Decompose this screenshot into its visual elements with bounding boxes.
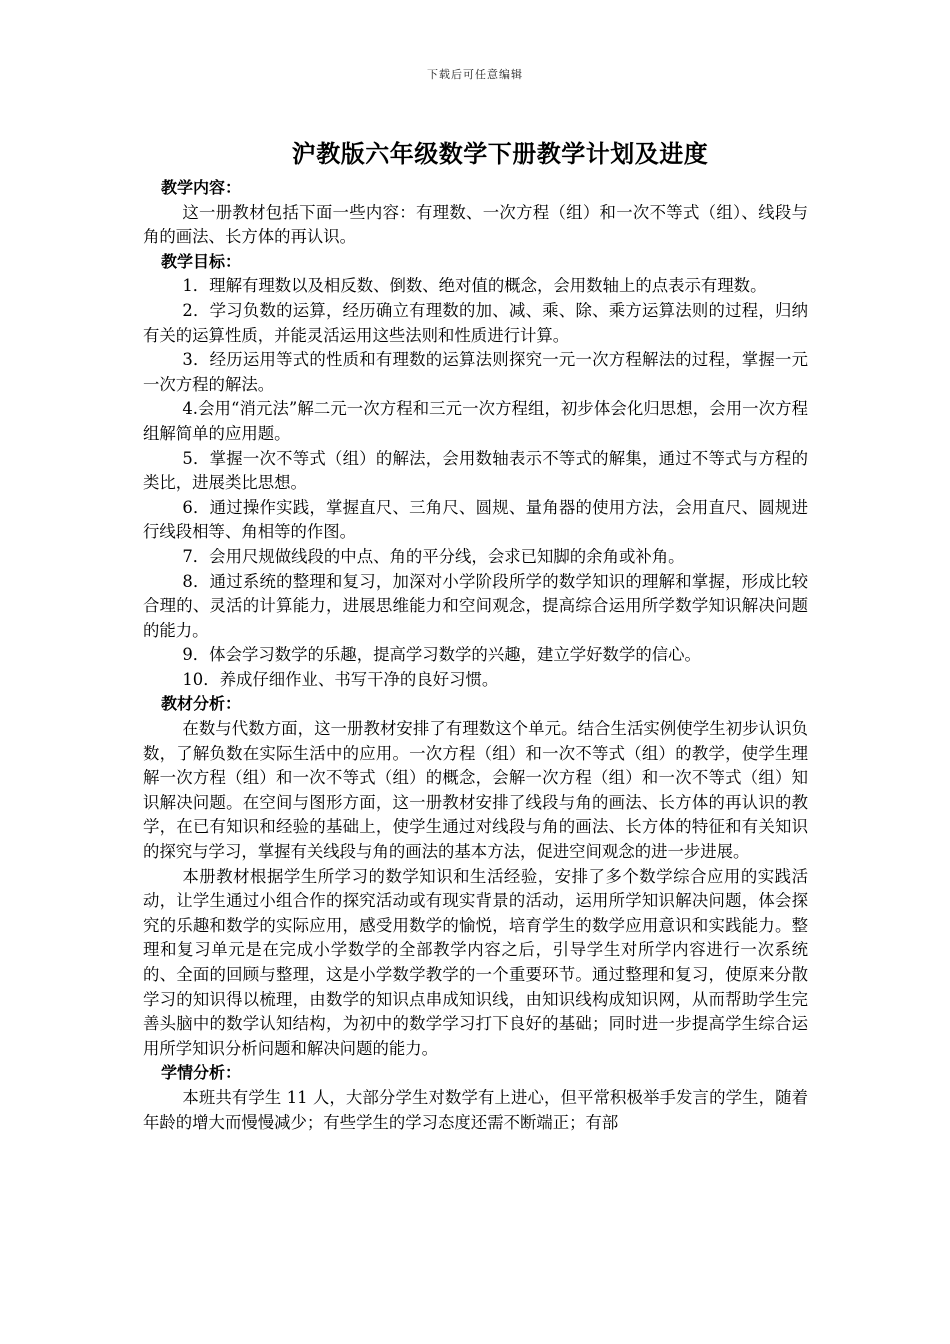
goal-item-10: 10．养成仔细作业、书写干净的良好习惯。 [182,669,499,689]
analysis-paragraph-1: 在数与代数方面，这一册教材安排了有理数这个单元。结合生活实例使学生初步认识负数，了解负数在实际生活中的应用。一次方程（组）和一次不等式（组）的教学，使学生理解一次方程（组）和一次不等式（组）的概念，会解一次方程（组）和一次不等式（组）知识解决问题。在空间与图形方面，这一册教材安排了线段与角的画法、长方体的再认识的教学，在已有知识和经验的基础上，使学生通过对线段与角的画法、长方体的特征和有关知识的探究与学习，掌握有关线段与角的画法的基本方法，促进空间观念的进一步进展。 [143,719,808,862]
page-header-note: 下载后可任意编辑 [427,68,523,81]
goal-item-2: 2．学习负数的运算，经历确立有理数的加、减、乘、除、乘方运算法则的过程，归纳有关的运算性质，并能灵活运用这些法则和性质进行计算。 [143,300,808,345]
goal-item-5: 5．掌握一次不等式（组）的解法，会用数轴表示不等式的解集，通过不等式与方程的类比，进展类比思想。 [143,448,808,493]
goal-item-1: 1．理解有理数以及相反数、倒数、绝对值的概念，会用数轴上的点表示有理数。 [182,276,767,296]
section-heading-analysis: 教材分析： [161,694,242,714]
section-heading-content: 教学内容： [161,178,242,197]
goal-item-9: 9．体会学习数学的乐趣，提高学习数学的兴趣，建立学好数学的信心。 [182,645,701,665]
analysis-paragraph-2: 本册教材根据学生所学习的数学知识和生活经验，安排了多个数学综合应用的实践活动，让学生通过小组合作的探究活动或有现实背景的活动，运用所学知识解决问题，体会探究的乐趣和数学的实际应用，感受用数学的愉悦，培育学生的数学应用意识和实践能力。整理和复习单元是在完成小学数学的全部教学内容之后，引导学生对所学内容进行一次系统的、全面的回顾与整理，这是小学数学教学的一个重要环节。通过整理和复习，使原来分散学习的知识得以梳理，由数学的知识点串成知识线，由知识线构成知识网，从而帮助学生完善头脑中的数学认知结构，为初中的数学学习打下良好的基础；同时进一步提高学生综合运用所学知识分析问题和解决问题的能力。 [143,866,808,1058]
content-paragraph: 这一册教材包括下面一些内容：有理数、一次方程（组）和一次不等式（组）、线段与角的画法、长方体的再认识。 [143,202,808,247]
goal-item-6: 6．通过操作实践，掌握直尺、三角尺、圆规、量角器的使用方法，会用直尺、圆规进行线段相等、角相等的作图。 [143,497,808,542]
document-body [143,176,808,1135]
goal-item-3: 3．经历运用等式的性质和有理数的运算法则探究一元一次方程解法的过程，掌握一元一次方程的解法。 [143,350,808,394]
goal-item-7: 7．会用尺规做线段的中点、角的平分线，会求已知脚的余角或补角。 [182,546,685,566]
document-title: 沪教版六年级数学下册教学计划及进度 [291,140,709,168]
section-heading-goals: 教学目标： [161,251,242,271]
section-heading-students: 学情分析： [161,1063,242,1083]
students-paragraph: 本班共有学生 11 人，大部分学生对数学有上进心，但平常积极举手发言的学生，随着年龄的增大而慢慢减少；有些学生的学习态度还需不断端正；有部 [143,1087,808,1132]
goal-item-8: 8．通过系统的整理和复习，加深对小学阶段所学的数学知识的理解和掌握，形成比较合理的、灵活的计算能力，进展思维能力和空间观念，提高综合运用所学数学知识解决问题的能力。 [143,571,808,640]
goal-item-4: 4.会用“消元法”解二元一次方程和三元一次方程组，初步体会化归思想，会用一次方程组解简单的应用题。 [143,399,808,443]
